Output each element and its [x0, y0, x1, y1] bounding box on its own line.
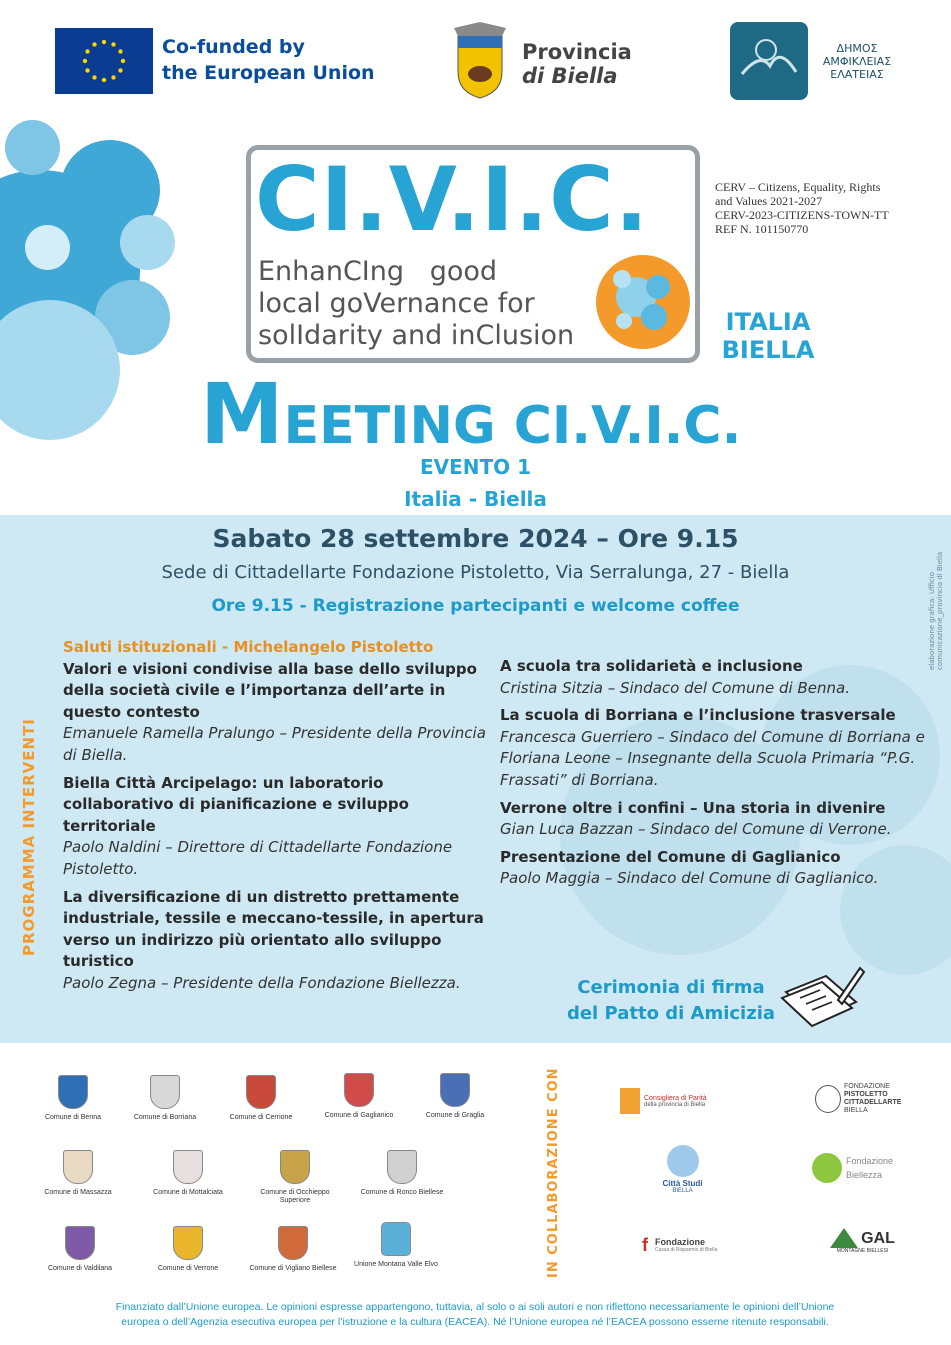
comune-logo [213, 1075, 309, 1122]
bubble [5, 120, 60, 175]
cerv-line-1: CERV – Citizens, Equality, Rights [715, 180, 881, 194]
eu-cofunded-text [162, 34, 375, 86]
comune-crest-icon [280, 1150, 310, 1184]
comune-crest-icon [173, 1226, 203, 1260]
program-item-title: Presentazione del Comune di Gaglianico [500, 847, 841, 866]
program-item-speaker: Gian Luca Bazzan – Sindaco del Comune di Verrone. [500, 820, 892, 839]
bubble [25, 225, 70, 270]
comune-logo [348, 1222, 444, 1269]
provincia-crest-icon [450, 22, 510, 100]
program-item-title: Verrone oltre i confini – Una storia in divenire [500, 798, 886, 817]
consigliera-line-1: Consigliera di Parità [644, 1094, 707, 1102]
biellezza-line-1: Fondazione [846, 1156, 894, 1166]
citta-studi-logo-icon [667, 1145, 699, 1177]
partner-biellezza [812, 1153, 912, 1183]
civic-sub-line-1: EnhanCIng good [258, 256, 498, 287]
cerv-reference [715, 180, 905, 236]
comune-logo [245, 1226, 341, 1273]
signature-document-icon [778, 962, 868, 1032]
location-line-1: ITALIA [725, 308, 811, 336]
dimos-name [812, 42, 902, 81]
event-venue: Sede di Cittadellarte Fondazione Pistoletto, Via Serralunga, 27 - Biella [161, 562, 790, 583]
partner-citta-studi [645, 1145, 720, 1194]
pistoletto-line-1: FONDAZIONE [844, 1083, 890, 1090]
comune-name: Comune di Benna [44, 1114, 102, 1121]
program-item-title: A scuola tra solidarietà e inclusione [500, 657, 803, 675]
citta-studi-line-1: Città Studi [662, 1179, 703, 1188]
pistoletto-line-2: PISTOLETTO [844, 1091, 888, 1098]
comune-name: Comune di Mottalciata [153, 1189, 223, 1196]
cerv-line-2: and Values 2021-2027 [715, 194, 823, 208]
civic-bubbles-icon [596, 255, 690, 349]
event-title-rest: EETING CI.V.I.C. [283, 396, 742, 456]
civic-sub-line-3: solIdarity and inClusion [258, 320, 575, 351]
biellezza-line-2: Biellezza [846, 1170, 883, 1180]
program-item-speaker: Francesca Guerriero – Sindaco del Comune di Borriana e Floriana Leone – Insegnante della Scuola Primaria “P.G. Frassati” di Borriana. [500, 727, 925, 789]
partner-consigliera [620, 1088, 730, 1114]
provincia-line-1: Provincia [522, 40, 632, 64]
registration-note: Ore 9.15 - Registrazione partecipanti e welcome coffee [211, 596, 740, 616]
comune-crest-icon [63, 1150, 93, 1184]
program-item-speaker: Paolo Maggia – Sindaco del Comune di Gaglianico. [500, 869, 879, 888]
comune-crest-icon [381, 1222, 411, 1256]
program-item-subtitle: Valori e visioni condivise alla base dello sviluppo della società civile e l’importanza dell’arte in questo contesto [63, 659, 477, 721]
comune-logo [32, 1226, 128, 1273]
comune-crest-icon [440, 1073, 470, 1107]
citta-studi-line-2: BIELLA [672, 1188, 693, 1194]
comune-name: Comune di Gaglianico [324, 1112, 394, 1119]
program-item [500, 656, 925, 699]
comune-crest-icon [58, 1075, 88, 1109]
comune-logo [140, 1150, 236, 1197]
program-item-title: Saluti istituzionali - Michelangelo Pistoletto [63, 638, 434, 656]
comune-crest-icon [173, 1150, 203, 1184]
pistoletto-line-3: CITTADELLARTE [844, 1099, 902, 1106]
program-item-title: La scuola di Borriana e l’inclusione trasversale [500, 706, 896, 725]
comune-logo [311, 1073, 407, 1120]
comune-logo [30, 1150, 126, 1197]
pistoletto-line-4: BIELLA [844, 1107, 868, 1114]
location-line-2: BIELLA [721, 336, 815, 364]
comune-logo [117, 1075, 213, 1122]
disclaimer-line-1: Finanziato dall’Unione europea. Le opinioni espresse appartengono, tuttavia, al solo o ai soli autori e non riflettono necessariamente le opinioni dell’Unione [115, 1301, 835, 1313]
program-left-column [63, 637, 488, 1001]
event-title-initial: M [200, 365, 284, 463]
eu-flag-icon [55, 28, 153, 94]
ceremony-line-1: Cerimonia di firma [577, 977, 765, 998]
program-label: PROGRAMMA INTERVENTI [20, 718, 38, 957]
program-right-column [500, 656, 925, 896]
event-title [200, 365, 741, 463]
comune-crest-icon [150, 1075, 180, 1109]
biellezza-logo-icon [812, 1153, 842, 1183]
program-item-title: La diversificazione di un distretto prettamente industriale, tessile e meccano-tessile, in apertura verso un indirizzo più orientato allo sviluppo turistico [63, 887, 484, 971]
dimos-line-2: ΑΜΦΙΚΛΕΙΑΣ [822, 55, 892, 68]
comune-logo [354, 1150, 450, 1197]
comune-logo [407, 1073, 503, 1120]
eu-line-1: Co-funded by [162, 36, 305, 58]
fondazione-crb-line-1: Fondazione [655, 1237, 705, 1247]
comune-name: Comune di Ronco Biellese [360, 1189, 444, 1196]
civic-sub-line-2: local goVernance for [258, 288, 535, 319]
gal-line-1: GAL [861, 1230, 895, 1247]
comune-name: Comune di Occhieppo Superiore [260, 1189, 330, 1204]
eu-line-2: the European Union [162, 62, 375, 84]
dimos-line-3: ΕΛΑΤΕΙΑΣ [830, 68, 884, 81]
program-item [63, 773, 488, 881]
program-item [500, 847, 925, 890]
disclaimer-line-2: europea o dell’Agenzia esecutiva europea per l’istruzione e la cultura (EACEA). Né l’Unione europea né l’EACEA possono esserne ritenute responsabili. [121, 1316, 829, 1328]
partner-fondazione-crb [638, 1234, 733, 1256]
ceremony-line-2: del Patto di Amicizia [566, 1003, 776, 1024]
comune-crest-icon [344, 1073, 374, 1107]
gal-line-2: MONTAGNE BIELLESI [836, 1248, 889, 1254]
program-item-speaker: Emanuele Ramella Pralungo – Presidente della Provincia di Biella. [63, 724, 486, 764]
cerv-line-3: CERV-2023-CITIZENS-TOWN-TT [715, 208, 889, 222]
comune-name: Comune di Valdilana [47, 1265, 113, 1272]
comune-name: Comune di Cerrione [229, 1114, 293, 1121]
gal-mountain-icon [830, 1228, 858, 1248]
program-item [63, 637, 488, 767]
event-subtitle: EVENTO 1 [419, 455, 532, 479]
pistoletto-logo-icon [815, 1085, 841, 1113]
comune-logo [25, 1075, 121, 1122]
comune-name: Unione Montana Valle Elvo [354, 1261, 438, 1268]
program-item-speaker: Cristina Sitzia – Sindaco del Comune di Benna. [500, 678, 850, 697]
ceremony-title [566, 975, 776, 1027]
eu-disclaimer [40, 1300, 910, 1330]
comune-crest-icon [387, 1150, 417, 1184]
dimos-logo-icon [730, 22, 808, 100]
program-item-title: Biella Città Arcipelago: un laboratorio collaborativo di pianificazione e sviluppo territoriale [63, 773, 409, 835]
program-item-speaker: Paolo Zegna – Presidente della Fondazione Biellezza. [63, 973, 461, 992]
civic-logo-title: CI.V.I.C. [255, 148, 650, 251]
comune-name: Comune di Graglia [425, 1112, 485, 1119]
consigliera-logo-icon [620, 1088, 640, 1114]
fondazione-crb-line-2: Cassa di Risparmio di Biella [655, 1247, 718, 1253]
comune-crest-icon [246, 1075, 276, 1109]
comune-name: Comune di Massazza [44, 1189, 112, 1196]
program-item-speaker: Paolo Naldini – Direttore di Cittadellarte Fondazione Pistoletto. [63, 838, 453, 878]
graphic-credit: elaborazione grafica: Ufficio comunicazione_provincia di Biella [928, 551, 944, 670]
partner-pistoletto [815, 1083, 910, 1115]
comune-logo [140, 1226, 236, 1273]
fondazione-crb-logo-icon: f [642, 1235, 648, 1255]
location-tag [713, 308, 823, 364]
cerv-line-4: REF N. 101150770 [715, 222, 809, 236]
event-place: Italia - Biella [404, 487, 547, 511]
partner-gal [815, 1228, 910, 1254]
program-item [500, 705, 925, 791]
program-item [500, 798, 925, 841]
comune-name: Comune di Borriana [133, 1114, 197, 1121]
comune-name: Comune di Verrone [157, 1265, 219, 1272]
bubble [120, 215, 175, 270]
comune-logo [247, 1150, 343, 1205]
collaboration-label: IN COLLABORAZIONE CON [546, 1067, 561, 1278]
civic-logo-subtitle [258, 256, 574, 352]
comune-name: Comune di Vigliano Biellese [249, 1265, 337, 1272]
comune-crest-icon [278, 1226, 308, 1260]
provincia-name [522, 40, 632, 88]
comune-crest-icon [65, 1226, 95, 1260]
consigliera-line-2: della provincia di Biella [644, 1101, 706, 1108]
provincia-line-2: di Biella [522, 64, 618, 88]
dimos-line-1: ΔΗΜΟΣ [836, 42, 878, 55]
event-date: Sabato 28 settembre 2024 – Ore 9.15 [212, 524, 739, 553]
program-item [63, 887, 488, 995]
